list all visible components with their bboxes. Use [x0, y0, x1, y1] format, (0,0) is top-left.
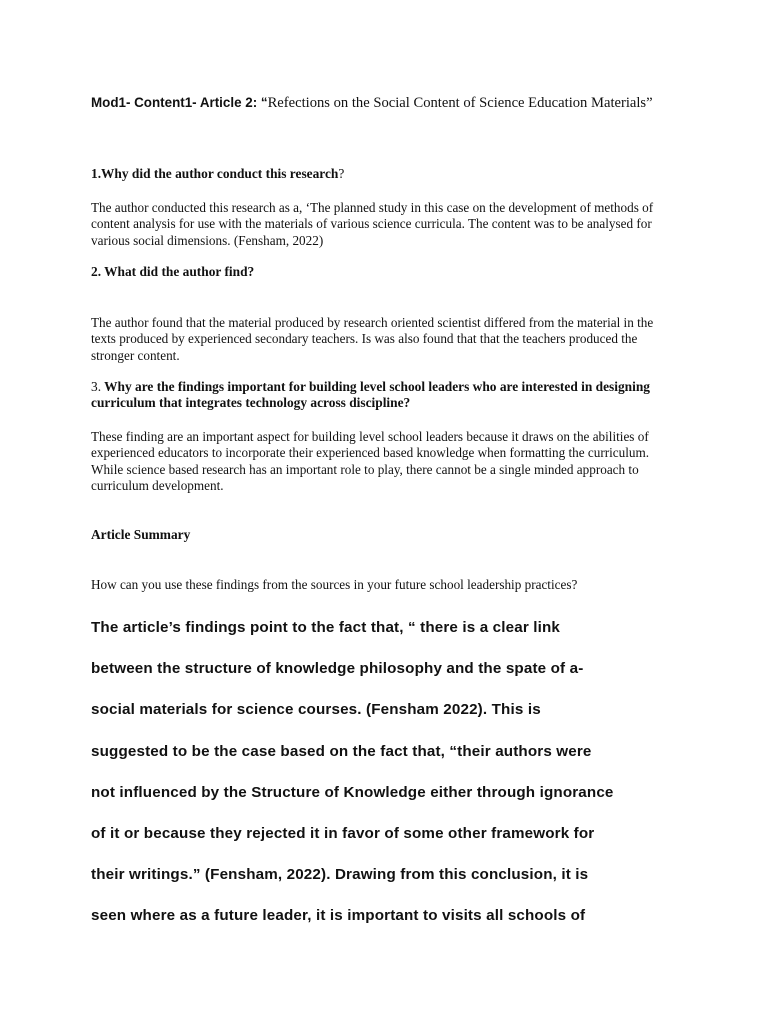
question-1-mark: ?: [338, 166, 345, 181]
question-3: [91, 379, 681, 412]
title-lead: Mod1- Content1- Article 2: “: [91, 95, 268, 110]
title-rest: Refections on the Social Content of Science Education Materials”: [267, 95, 653, 111]
question-1: [91, 166, 681, 182]
summary-prompt: How can you use these findings from the sources in your future school leadership practices?: [91, 577, 578, 592]
question-3-number: 3.: [91, 379, 102, 394]
question-1-text: 1.Why did the author conduct this research: [91, 166, 339, 181]
question-2: 2. What did the author find?: [91, 264, 255, 279]
question-3-text: Why are the findings important for building level school leaders who are interested in designing curriculum that integrates technology across discipline?: [91, 379, 650, 411]
document-title: [91, 94, 681, 112]
answer-3: These finding are an important aspect for building level school leaders because it draws on the abilities of experienced educators to incorporate their experienced based knowledge when formatting the curriculum. While science based research has an important role to play, there cannot be a single minded approach to curriculum development.: [91, 429, 650, 494]
summary-body: The article’s findings point to the fact that, “ there is a clear link between the structure of knowledge philosophy and the spate of a- social materials for science courses. (Fensham 2022). This is suggested to be the case based on the fact that, “their authors were not influenced by the Structure of Knowledge either through ignorance of it or because they rejected it in favor of some other framework for their writings.” (Fensham, 2022). Drawing from this conclusion, it is seen where as a future leader, it is important to visits all schools of: [91, 619, 614, 925]
answer-1: The author conducted this research as a, ‘The planned study in this case on the development of methods of content analysis for use with the materials of various science curricula. The content was to be analysed for various social dimensions. (Fensham, 2022): [91, 200, 654, 248]
answer-2: The author found that the material produced by research oriented scientist differed from the material in the texts produced by experienced secondary teachers. Is was also found that that the teachers produced the stronger content.: [91, 315, 654, 363]
summary-heading: Article Summary: [91, 527, 191, 542]
